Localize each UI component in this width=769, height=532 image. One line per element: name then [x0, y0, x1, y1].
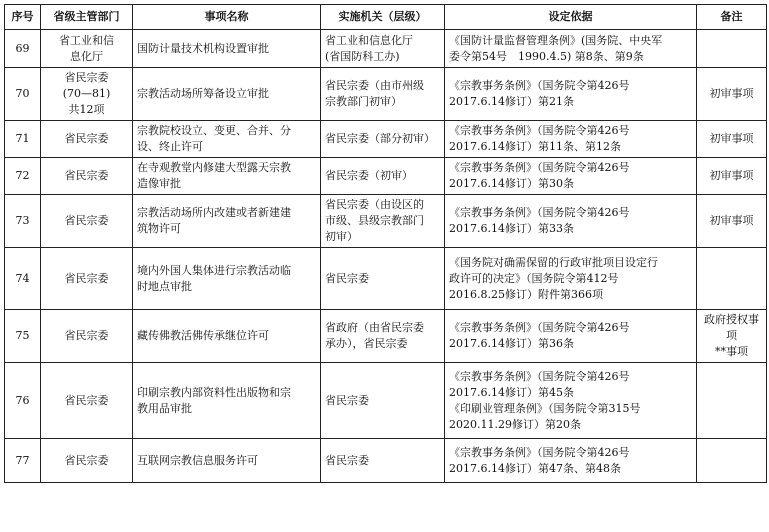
- cell-basis: [445, 248, 697, 310]
- cell-name-line: 国防计量技术机构设置审批: [137, 41, 269, 55]
- cell-dept: [41, 195, 133, 248]
- cell-dept: [41, 121, 133, 158]
- cell-agency-line: (省国防科工办): [325, 49, 400, 63]
- cell-agency-line: 省民宗委（部分初审）: [325, 132, 435, 145]
- cell-basis-line: 政许可的决定》（国务院令第412号: [449, 271, 619, 285]
- cell-dept-line: 省民宗委: [64, 329, 109, 342]
- cell-agency-line: 省工业和信息化厅: [325, 33, 413, 47]
- cell-name: [133, 310, 321, 363]
- cell-dept: [41, 439, 133, 483]
- cell-name-line: 造像审批: [137, 177, 181, 190]
- cell-name-line: 宗教活动场所内改建或者新建建: [137, 206, 291, 219]
- cell-name: [133, 68, 321, 121]
- cell-basis-line: 《宗教事务条例》（国务院令第426号: [449, 161, 630, 174]
- cell-name: [133, 30, 321, 68]
- cell-no: 69: [5, 30, 41, 68]
- cell-basis: [445, 158, 697, 195]
- cell-name-line: 互联网宗教信息服务许可: [137, 453, 258, 467]
- cell-name-line: 教用品审批: [137, 401, 192, 415]
- cell-basis-line: 委令第54号 1990.4.5) 第8条、第9条: [449, 49, 644, 63]
- cell-basis-line: 2017.6.14修订）第36条: [449, 337, 574, 350]
- header-agency: 实施机关（层级）: [321, 5, 445, 30]
- cell-name-line: 宗教活动场所筹备设立审批: [137, 87, 269, 100]
- cell-dept-line: 省民宗委: [64, 169, 109, 182]
- cell-basis: [445, 30, 697, 68]
- cell-basis-line: 《宗教事务条例》（国务院令第426号: [449, 321, 630, 334]
- cell-name-line: 设、终止许可: [137, 140, 203, 153]
- table-row: [5, 195, 767, 248]
- cell-no: 71: [5, 121, 41, 158]
- cell-note-line: 初审事项: [709, 169, 754, 182]
- policy-table: [4, 4, 767, 483]
- cell-dept-line: 省民宗委: [64, 71, 109, 84]
- cell-name-line: 筑物许可: [137, 222, 181, 235]
- table-body: [5, 30, 767, 483]
- cell-agency-line: 初审）: [325, 230, 358, 243]
- cell-no: 72: [5, 158, 41, 195]
- cell-name-line: 在寺观教堂内修建大型露天宗教: [137, 161, 291, 174]
- cell-basis-line: 2017.6.14修订）第45条: [449, 385, 574, 399]
- cell-agency: [321, 248, 445, 310]
- cell-basis-line: 《宗教事务条例》（国务院令第426号: [449, 206, 630, 219]
- cell-basis: [445, 68, 697, 121]
- table-row: [5, 30, 767, 68]
- cell-dept: [41, 310, 133, 363]
- cell-name: [133, 439, 321, 483]
- cell-agency-line: 宗教部门初审）: [325, 95, 402, 108]
- cell-agency: [321, 30, 445, 68]
- cell-agency-line: 省政府（由省民宗委: [325, 321, 424, 334]
- cell-note-line: 初审事项: [709, 214, 754, 227]
- cell-name-line: 印刷宗教内部资料性出版物和宗: [137, 385, 291, 399]
- cell-agency: [321, 439, 445, 483]
- cell-basis-line: 2017.6.14修订）第30条: [449, 177, 574, 190]
- cell-agency-line: 省民宗委（由设区的: [325, 198, 424, 211]
- cell-dept-line: 息化厅: [70, 49, 103, 63]
- cell-note: [697, 158, 767, 195]
- cell-agency-line: 省民宗委: [325, 271, 369, 285]
- cell-no: 75: [5, 310, 41, 363]
- cell-dept-line: 省民宗委: [64, 132, 109, 145]
- cell-agency: [321, 158, 445, 195]
- header-note: 备注: [697, 5, 767, 30]
- table-row: [5, 158, 767, 195]
- cell-agency: [321, 195, 445, 248]
- cell-note-line: 初审事项: [709, 87, 754, 100]
- cell-note: [697, 363, 767, 439]
- cell-agency-line: 市级、县级宗教部门: [325, 214, 424, 227]
- header-name: 事项名称: [133, 5, 321, 30]
- cell-basis-line: 2020.11.29修订）第20条: [449, 417, 581, 431]
- cell-dept-line: 省民宗委: [64, 453, 109, 467]
- cell-basis-line: 《宗教事务条例》（国务院令第426号: [449, 124, 630, 137]
- cell-dept-line: 省民宗委: [64, 271, 109, 285]
- header-no: 序号: [5, 5, 41, 30]
- cell-dept: [41, 68, 133, 121]
- cell-basis-line: 《印刷业管理条例》（国务院令第315号: [449, 401, 641, 415]
- cell-basis: [445, 363, 697, 439]
- table-header-row: [5, 5, 767, 30]
- cell-name-line: 藏传佛教活佛传承继位许可: [137, 329, 269, 342]
- cell-note-line: **事项: [715, 345, 748, 358]
- cell-name: [133, 158, 321, 195]
- cell-basis-line: 《宗教事务条例》（国务院令第426号: [449, 445, 630, 459]
- cell-name-line: 宗教院校设立、变更、合并、分: [137, 124, 291, 137]
- cell-agency: [321, 121, 445, 158]
- table-row: [5, 121, 767, 158]
- cell-note-line: 初审事项: [709, 132, 754, 145]
- cell-dept-line: 省工业和信: [59, 33, 114, 47]
- cell-no: 76: [5, 363, 41, 439]
- header-dept: 省级主管部门: [41, 5, 133, 30]
- cell-name: [133, 121, 321, 158]
- cell-name: [133, 363, 321, 439]
- table-row: [5, 363, 767, 439]
- cell-basis-line: 《国务院对确需保留的行政审批项目设定行: [449, 255, 658, 269]
- cell-basis: [445, 195, 697, 248]
- table-row: [5, 248, 767, 310]
- cell-dept: [41, 248, 133, 310]
- cell-no: 77: [5, 439, 41, 483]
- cell-dept-line: 共12项: [68, 103, 105, 116]
- cell-agency: [321, 363, 445, 439]
- cell-note: [697, 310, 767, 363]
- cell-dept: [41, 30, 133, 68]
- cell-dept: [41, 363, 133, 439]
- cell-dept-line: (70—81): [62, 87, 111, 100]
- cell-no: 70: [5, 68, 41, 121]
- table-row: [5, 310, 767, 363]
- table-row: [5, 439, 767, 483]
- cell-agency-line: 省民宗委: [325, 393, 369, 407]
- cell-name: [133, 248, 321, 310]
- cell-basis: [445, 310, 697, 363]
- cell-basis-line: 2017.6.14修订）第11条、第12条: [449, 140, 621, 153]
- cell-note: [697, 439, 767, 483]
- cell-name-line: 时地点审批: [137, 279, 192, 293]
- cell-note: [697, 248, 767, 310]
- cell-agency: [321, 310, 445, 363]
- cell-basis-line: 《宗教事务条例》（国务院令第426号: [449, 369, 630, 383]
- cell-dept: [41, 158, 133, 195]
- cell-agency: [321, 68, 445, 121]
- header-basis: 设定依据: [445, 5, 697, 30]
- cell-basis-line: 2016.8.25修订）附件第366项: [449, 287, 603, 301]
- cell-agency-line: 省民宗委: [325, 453, 369, 467]
- cell-name: [133, 195, 321, 248]
- cell-agency-line: 承办），省民宗委: [325, 337, 408, 350]
- cell-dept-line: 省民宗委: [64, 214, 109, 227]
- cell-dept-line: 省民宗委: [64, 393, 109, 407]
- cell-basis: [445, 439, 697, 483]
- cell-note-line: 政府授权事项: [704, 313, 759, 342]
- cell-basis-line: 《宗教事务条例》（国务院令第426号: [449, 79, 630, 92]
- cell-note: [697, 30, 767, 68]
- cell-basis-line: 《国防计量监督管理条例》(国务院、中央军: [449, 33, 663, 47]
- cell-note: [697, 68, 767, 121]
- cell-no: 73: [5, 195, 41, 248]
- cell-note: [697, 121, 767, 158]
- cell-name-line: 境内外国人集体进行宗教活动临: [137, 263, 291, 277]
- table-row: [5, 68, 767, 121]
- cell-agency-line: 省民宗委（初审）: [325, 169, 413, 182]
- cell-basis-line: 2017.6.14修订）第47条、第48条: [449, 461, 621, 475]
- cell-basis-line: 2017.6.14修订）第33条: [449, 222, 574, 235]
- cell-basis: [445, 121, 697, 158]
- cell-note: [697, 195, 767, 248]
- cell-basis-line: 2017.6.14修订）第21条: [449, 95, 574, 108]
- cell-agency-line: 省民宗委（由市州级: [325, 79, 424, 92]
- cell-no: 74: [5, 248, 41, 310]
